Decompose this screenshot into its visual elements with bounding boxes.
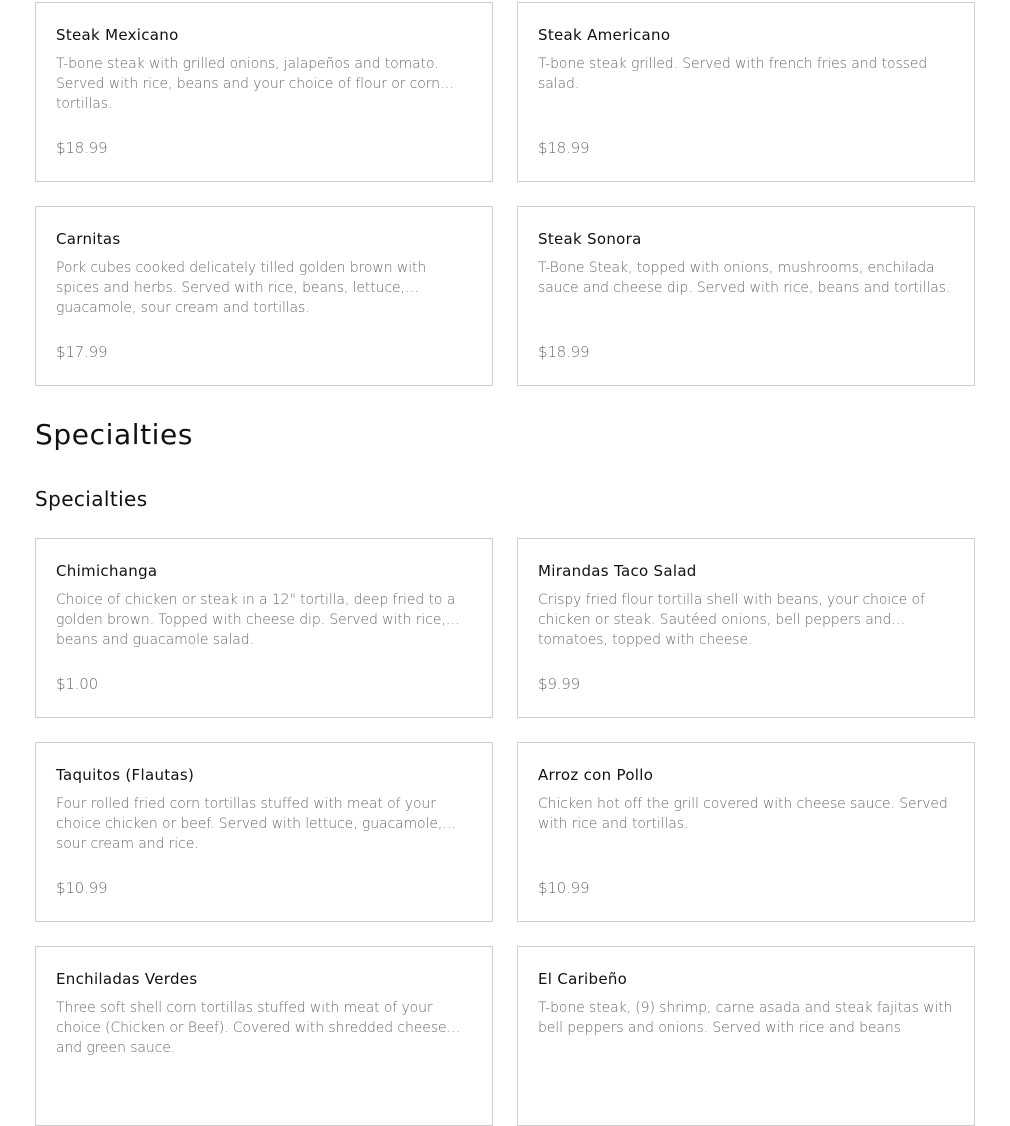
menu-item-price: $18.99 — [538, 139, 590, 157]
menu-item-card[interactable] — [35, 742, 493, 922]
menu-grid-specialties — [35, 538, 975, 1126]
menu-item-name: El Caribeño — [538, 970, 628, 988]
menu-item-name: Enchiladas Verdes — [56, 970, 198, 988]
menu-item-price: $1.00 — [56, 675, 98, 693]
menu-item-name: Steak Mexicano — [56, 26, 179, 44]
menu-item-card[interactable] — [35, 538, 493, 718]
menu-item-price: $18.99 — [538, 343, 590, 361]
section-title: Specialties — [35, 418, 194, 451]
menu-item-card[interactable] — [517, 946, 975, 1126]
menu-item-name: Steak Americano — [538, 26, 671, 44]
menu-item-name: Arroz con Pollo — [538, 766, 654, 784]
menu-item-name: Steak Sonora — [538, 230, 642, 248]
menu-item-description: T-Bone Steak, topped with onions, mushrooms, enchilada sauce and cheese dip. Served with rice, beans and tortillas. — [538, 260, 951, 296]
menu-item-card[interactable] — [35, 2, 493, 182]
menu-item-price: $10.99 — [56, 879, 108, 897]
menu-item-description: Three soft shell corn tortillas stuffed with meat of your choice (Chicken or Beef). Covered with shredded cheese and green sauce. — [56, 1000, 447, 1056]
menu-item-card[interactable] — [35, 946, 493, 1126]
menu-item-price: $17.99 — [56, 343, 108, 361]
menu-item-card[interactable] — [35, 206, 493, 386]
menu-item-description: T-bone steak grilled. Served with french fries and tossed salad. — [538, 56, 928, 92]
menu-item-name: Chimichanga — [56, 562, 158, 580]
menu-item-card[interactable] — [517, 742, 975, 922]
menu-item-name: Mirandas Taco Salad — [538, 562, 697, 580]
menu-item-price: $9.99 — [538, 675, 580, 693]
menu-item-name: Carnitas — [56, 230, 121, 248]
menu-item-price: $10.99 — [538, 879, 590, 897]
section-subtitle: Specialties — [35, 487, 148, 511]
menu-item-price: $18.99 — [56, 139, 108, 157]
menu-item-description: Crispy fried flour tortilla shell with beans, your choice of chicken or steak. Sautéed onions, bell peppers and tomatoes, topped with cheese. — [538, 592, 925, 648]
menu-item-description: Chicken hot off the grill covered with cheese sauce. Served with rice and tortillas. — [538, 796, 948, 832]
menu-item-card[interactable] — [517, 2, 975, 182]
menu-item-card[interactable] — [517, 538, 975, 718]
menu-item-name: Taquitos (Flautas) — [56, 766, 195, 784]
menu-item-card[interactable] — [517, 206, 975, 386]
menu-item-description: T-bone steak, (9) shrimp, carne asada and steak fajitas with bell peppers and onions. Served with rice and beans — [538, 1000, 953, 1036]
menu-item-description: Four rolled fried corn tortillas stuffed with meat of your choice chicken or beef. Served with lettuce, guacamole, sour cream and rice. — [56, 796, 443, 852]
menu-item-description: Pork cubes cooked delicately tilled golden brown with spices and herbs. Served with rice, beans, lettuce, guacamole, sour cream and tortillas. — [56, 260, 427, 316]
menu-item-description: Choice of chicken or steak in a 12" tortilla, deep fried to a golden brown. Topped with cheese dip. Served with rice, beans and guacamole salad. — [56, 592, 456, 648]
menu-grid-top — [35, 2, 975, 386]
menu-item-description: T-bone steak with grilled onions, jalapeños and tomato. Served with rice, beans and your choice of flour or corn tortillas. — [56, 56, 440, 112]
